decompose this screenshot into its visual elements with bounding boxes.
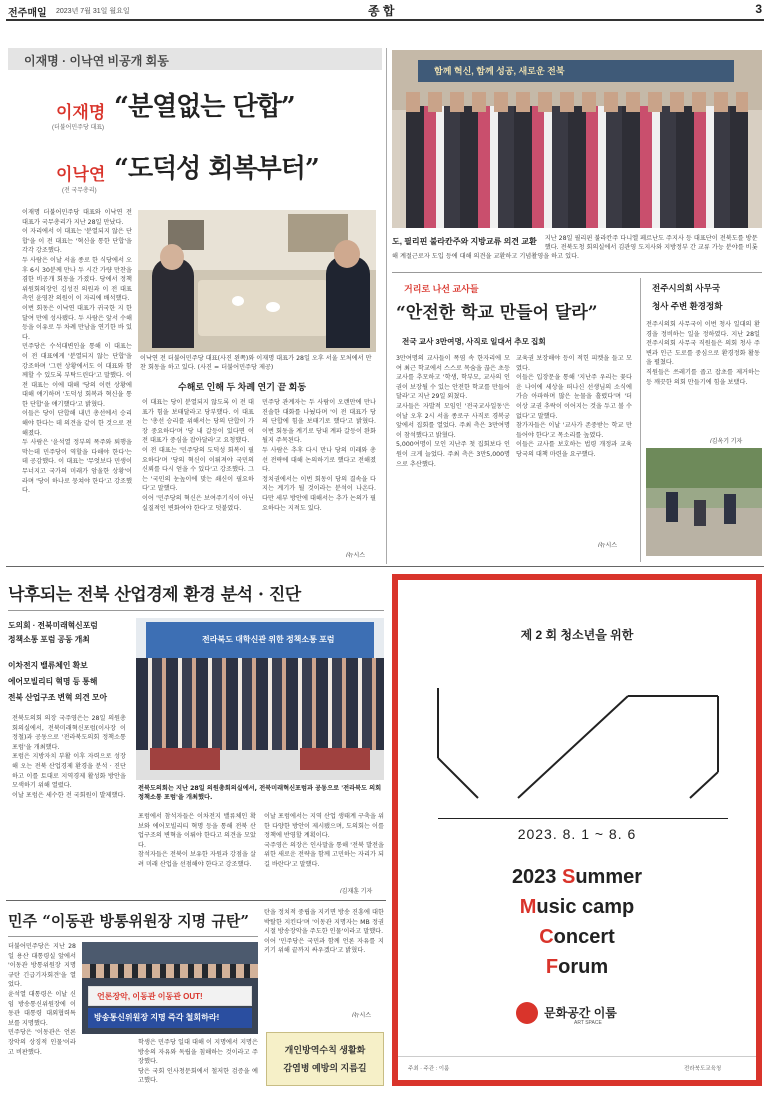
page-number: 3	[755, 2, 762, 16]
section-rule	[6, 566, 764, 567]
article6-column-3: 탄을 정치적 중립을 지키면 방송 진흥에 대한 박탈한 지킨다'며 '이동관 지명자는 MB 정권 시절 방송장악을 주도한 인물'이라고 말했다. 이어 '민주당은 국민과 함께 언론 자유를 지키기 위해 끝까지 싸우겠다'고 밝혔다.	[264, 909, 384, 955]
forum-photo-caption: 전북도의회는 지난 28일 의원총회의실에서, 전북미래혁신포럼과 공동으로 '전라북도 의회 정책소통 포럼'을 개최했다.	[138, 785, 382, 801]
section-name: 종 합	[368, 4, 395, 18]
forum-photo-banner: 전라북도 대학신관 위한 정책소통 포럼	[146, 622, 374, 658]
article-teachers	[392, 278, 636, 562]
article6-headline: 민주 “이동관 방통위원장 지명 규탄”	[8, 912, 250, 930]
article6-byline: /뉴시스	[352, 1013, 372, 1019]
poster-date-bar	[438, 818, 728, 819]
article3-sub: 전국 교사 3만여명, 사직로 일대서 추모 집회	[402, 337, 546, 346]
poster-date: 2023. 8. 1 ~ 8. 6	[517, 826, 637, 842]
column-divider	[386, 48, 387, 564]
article5-sub3: 이차전지 밸류체인 확보	[8, 661, 88, 670]
article3-column-2: 교육권 보장해야 등이 적힌 피켓을 들고 모였다. 이들은 입장문을 통해 '지난주 우리는 꽃다운 나이에 세상을 떠나신 선생님의 소식에 가슴 아파하며 많은 눈물을 흘렸다'며 '더 이상 교권 추락이 이어지는 것을 두고 볼 수 없다'고 말했다. 참가자들은 이날 '교사가 존중받는 학교 만들어야 한다'고 목소리를 높였다. 이들은 교사를 보호하는 법령 개정과 교육 당국의 대책 마련을 요구했다.	[516, 355, 632, 458]
article5-sub1: 도의회 · 전북미래혁신포럼	[8, 621, 98, 630]
health-ad	[266, 1032, 384, 1086]
article1-column-2: 이 대표는 당이 분열되지 않도록 이 전 대표가 힘을 보태달라고 당부했다. 이 대표는 '총선 승리를 위해서는 당의 단합이 가장 중요하다'며 '당 내 갈등이 있다면 이 전 대표가 중심을 잡아달라'고 요청했다. 이 전 대표는 '민주당의 도덕성 회복이 필요하다'며 '당의 혁신이 이뤄져야 국민의 신뢰를 다시 얻을 수 있다'고 강조했다. 그는 '국민의 눈높이에 맞는 쇄신이 필요하다'고 말했다. 이어 '민주당의 혁신은 보여주기식이 아닌 실질적인 변화여야 한다'고 덧붙였다.	[142, 399, 254, 512]
article6-column-2: 학생은 민주당 일대 대해 이 지명에서 지명은 방송의 자유와 독립을 침해하는 것이라고 주장했다. 당은 국회 인사청문회에서 철저한 검증을 예고했다.	[138, 1039, 258, 1085]
article4-headline2: 청사 주변 환경정화	[652, 301, 723, 311]
person1-role: (더불어민주당 대표)	[52, 125, 105, 131]
paper-name: 전주매일	[8, 8, 47, 19]
article4-byline: /김옥기 기자	[710, 439, 743, 445]
article-industry-forum	[8, 572, 384, 898]
masthead	[8, 2, 762, 18]
poster-line-4: Forum	[545, 956, 609, 978]
article4-headline: 전주시의회 사무국	[652, 283, 721, 293]
article3-column-1: 3만여명의 교사들이 폭염 속 한자리에 모여 최근 학교에서 스스로 목숨을 끊은 초등교사를 추모하고 '학생, 학부모, 교사의 인권이 보장될 수 있는 안전한 학교를 만들어 달라'고 지난 29일 외쳤다. 교사들은 자발적 모임인 '전국교사일동'은 이날 오후 2시 서울 종로구 사직로 경복궁 앞에서 집회를 열었다. 주최 측은 3만여명이 참석했다고 밝혔다. 5,000여명이 모인 지난주 첫 집회보다 인원이 크게 늘었다. 주최 측은 3만5,000명으로 추산했다.	[396, 355, 510, 468]
article5-sub4: 에어모빌리티 혁명 등 통해	[8, 677, 98, 686]
cleanup-photo	[646, 448, 762, 556]
article1-subhead: 수해로 인해 두 차례 연기 끝 회동	[178, 382, 307, 392]
poster-footer-left: 주최 · 주관 : 이룸	[408, 1066, 450, 1072]
protest-photo: 언론장악, 이동관 이동관 OUT! 방송통신위원장 지명 즉각 철회하라!	[82, 942, 258, 1034]
poster-logo-icon	[516, 1002, 538, 1024]
person2-name: 이낙연	[56, 165, 106, 184]
article-title-bar	[8, 48, 382, 70]
delegation-caption: 도, 필리핀 불라칸주와 지방교류 의견 교환 지난 28일 필리핀 불라칸주 다니엘 페르난도 주지사 등 대표단이 전북도를 방문했다. 전북도청 회의실에서 김관영 도지사와 지방정부 간 교류 가능 분야를 비롯해 계절근로자 도입 등에 대해 의견을 교환하고 기념촬영을 하고 있다.	[392, 235, 758, 260]
poster-line-2: Music camp	[519, 896, 635, 918]
article3-headline: “안전한 학교 만들어 달라”	[396, 303, 598, 323]
protest-banner: 언론장악, 이동관 이동관 OUT!	[88, 986, 252, 1006]
article1-column-1: 이재명 더불어민주당 대표와 이낙연 전 대표가 국무총리가 지난 28일 만났다. 이 자리에서 이 대표는 '분열되지 않은 단합'을 이 전 대표는 '혁신을 통한 단합'을 각각 강조했다. 두 사람은 이날 서울 종로 한 식당에서 오후 6시 30분께 만나 두 시간 가량 만찬을 겸한 비공개 회동을 가졌다. 당에서 정책위원회의장인 김성진 의원과 이 전 대표 측인 윤영찬 의원이 이 자리에 배석했다. 이번 회동은 이낙연 대표가 귀국한 지 한 달여 만에 성사됐다. 두 사람은 앞서 수해 등을 이유로 두 차례 만남을 연기한 바 있다. 민주당은 수석대변인을 통해 이 대표는 이 전 대표에게 '분열되지 않는 단합'을 강조하며 '그런 상황에서도 이 대표와 함께할 수 있도록 부탁드린다'고 말했다. 이 전 대표는 이에 대해 '당의 이런 상황에 대해 얘기하며 '도덕성 회복과 혁신을 통한 단합'을 얘기했다'고 밝혔다. 이들은 당이 단합해 내년 총선에서 승리해야 한다는 데 의견을 같이 한 것으로 전해졌다. 두 사람은 '윤석열 정부의 폭주와 퇴행을 막는데 민주당이 역할을 다해야 한다'는 데 공감했다. 이 대표는 '무엇보다 민생이 무너지고 국가의 미래가 암울한 상황'이라며 '당이 하나로 뭉쳐야 한다'고 강조했다.	[22, 209, 132, 495]
article5-column-1: 전북도의회 의장 국주영은는 28일 의원총회의실에서, 전북미래혁신포럼(이사장 이정철)과 공동으로 '전라북도의회 정책소통 포럼'을 개최했다. 포럼은 지방자치 부활 이후 자력으로 성장해 오는 전북 산업경제 환경을 분석 · 진단하고 이를 토대로 지역경제 활성화 방안을 모색하기 위해 열렸다. 이날 포럼은 세수한 전 국회원이 발제했다.	[12, 715, 126, 799]
poster-footer-right: 전라북도교육청	[684, 1066, 722, 1072]
article3-kicker: 거리로 나선 교사들	[404, 284, 479, 294]
divider-2	[392, 272, 762, 273]
article-broadcast	[8, 904, 384, 1090]
meeting-photo-caption: 이낙연 전 더불어민주당 대표(사진 왼쪽)와 이재명 대표가 28일 오후 서울 모처에서 만찬 회동을 하고 있다. (사진 = 더불어민주당 제공)	[140, 355, 372, 371]
health-ad-line1: 개인방역수칙 생활화	[284, 1045, 366, 1055]
article6-column-1: 더불어민주당은 지난 28일 용산 대통령실 앞에서 '이동관 방통위원장 지명 규탄 긴급기자회견'을 열었다. 윤석열 대통령은 이날 신임 방송통신위원장에 이동관 대통령 대외협력특보를 지명했다. 민주당은 '이동관은 언론 장악의 상징적 인물'이라고 비판했다.	[8, 943, 76, 1056]
article-lee-meeting	[8, 48, 382, 568]
person1-name: 이재명	[56, 103, 106, 122]
article3-byline: /뉴시스	[598, 543, 618, 549]
summer-camp-poster	[392, 574, 762, 1086]
article5-headline: 낙후되는 전북 산업경제 환경 분석 · 진단	[8, 585, 301, 605]
poster-line-1: 2023 Summer	[511, 866, 643, 888]
article-title: 이재명 · 이낙연 비공개 회동	[24, 54, 169, 68]
article4-body: 전주시의회 사무국이 이번 청사 일대의 환경을 정비하는 일을 정하였다. 지난 28일 전주시의회 사무국 직원들은 의회 청사 주변과 인근 도로를 중심으로 환경정화 활동을 펼쳤다. 직원들은 쓰레기를 줍고 잡초를 제거하는 등 깨끗한 의회 만들기에 힘을 보탰다.	[646, 321, 760, 386]
quote1: “분열없는 단합”	[114, 92, 295, 122]
health-ad-line2: 감염병 예방의 지름길	[283, 1063, 367, 1073]
delegation-banner: 함께 혁신, 함께 성공, 새로운 전북	[418, 60, 734, 82]
forum-photo	[136, 618, 384, 780]
article1-column-3: 민주당 관계자는 두 사람이 오랜만에 만나 진솔한 대화를 나눴다며 '이 전 대표가 당의 단합에 힘을 보태기로 했다'고 밝혔다. 이번 회동을 계기로 당내 계파 갈등이 완화될지 주목된다. 두 사람은 추후 다시 만나 당의 미래와 총선 전략에 대해 논의하기로 했다고 전해졌다. 정치권에서는 이번 회동이 당의 결속을 다지는 계기가 될 것이라는 분석이 나온다. 다만 세부 방안에 대해서는 추가 논의가 필요하다는 지적도 있다.	[262, 399, 376, 512]
meeting-photo	[138, 210, 376, 352]
article1-byline: /뉴시스	[346, 553, 366, 559]
header-rule	[6, 19, 764, 21]
quote2: “도덕성 회복부터”	[114, 154, 319, 184]
section-rule-2	[6, 900, 386, 901]
column-divider-2	[640, 278, 641, 562]
poster-line-3: Concert	[539, 926, 615, 948]
issue-date: 2023년 7월 31일 월요일	[56, 8, 130, 15]
poster-logo-sub: ART SPACE	[574, 1020, 602, 1026]
delegation-photo	[392, 50, 762, 228]
article5-column-2: 포럼에서 참석자들은 이차전지 밸류체인 확보와 에어모빌리티 혁명 등을 통해 전북 산업구조의 변혁을 이뤄야 한다고 의견을 모았다. 참석자들은 전북이 보유한 자원과 강점을 살려 미래 산업을 선점해야 한다고 강조했다.	[138, 813, 256, 868]
poster-logo-text: 문화공간 이룸	[544, 1006, 617, 1020]
article5-column-3: 이날 포럼에서는 지역 산업 생태계 구축을 위한 다양한 방안이 제시됐으며, 도의회는 이를 정책에 반영할 계획이다. 국주영은 의장은 인사말을 통해 '전북 발전을 위한 새로운 전략을 함께 고민하는 자리가 되길 바란다'고 말했다.	[264, 813, 384, 868]
article5-sub5: 전북 산업구조 변혁 의견 모아	[8, 693, 108, 702]
poster-title: 제 2 회 청소년을 위한	[520, 628, 634, 642]
article5-sub2: 정책소통 포럼 공동 개최	[8, 635, 90, 644]
article-council-cleanup	[644, 278, 764, 562]
person2-role: (전 국무총리)	[62, 188, 97, 194]
article5-byline: /김재훈 기자	[340, 889, 373, 895]
